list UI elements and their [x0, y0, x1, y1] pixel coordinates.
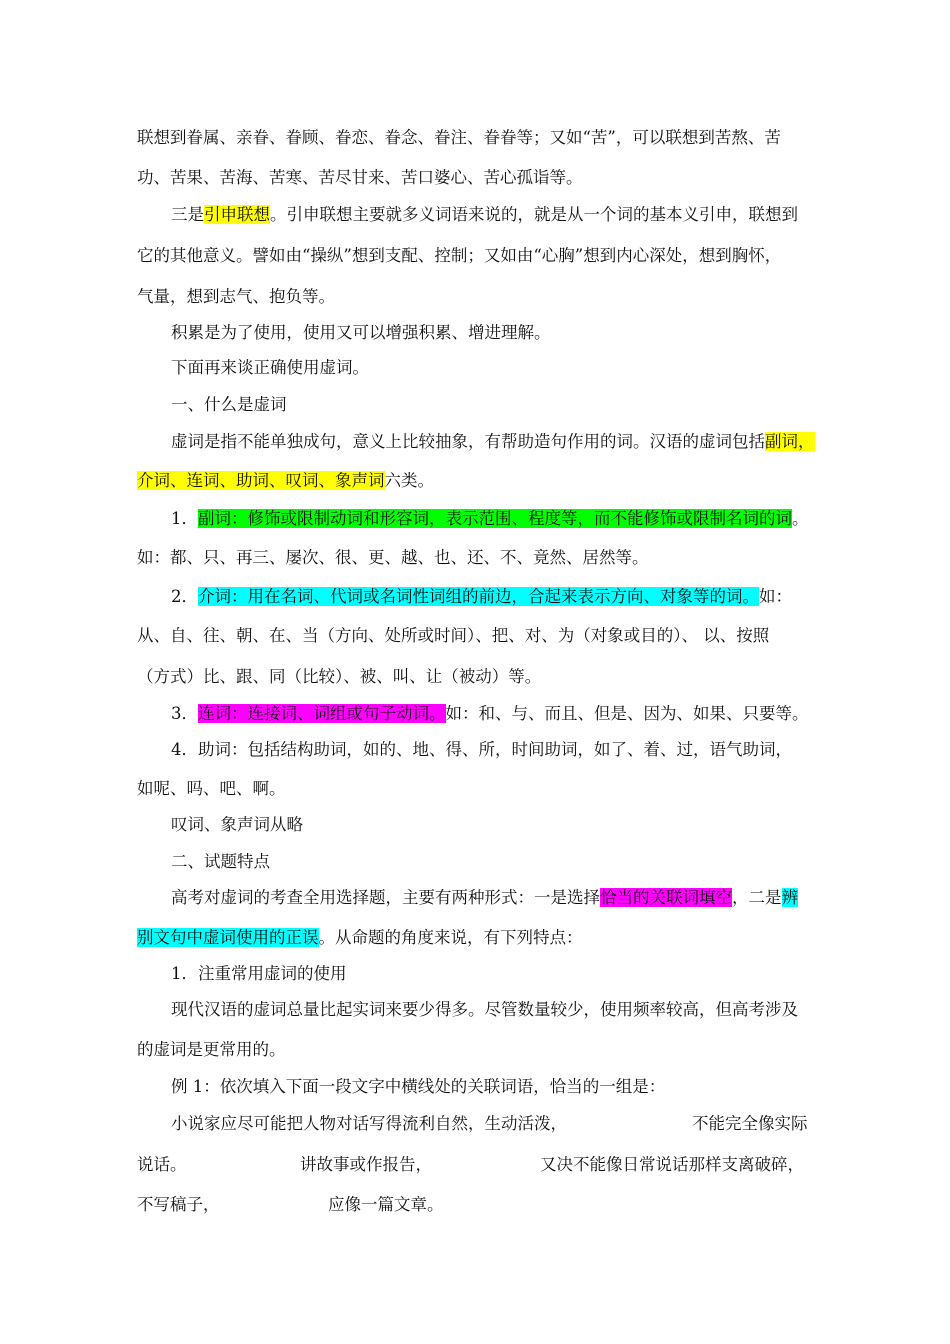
text: 小说家应尽可能把人物对话写得流利自然，生动活泼， [171, 1114, 567, 1133]
text: ，二是 [732, 888, 782, 907]
text: 例 1：依次填入下面一段文字中横线处的关联词语，恰当的一组是： [171, 1077, 666, 1096]
paragraph-line [137, 666, 541, 688]
paragraph-line [137, 245, 781, 267]
paragraph-line [137, 286, 335, 308]
text: 从、自、往、朝、在、当（方向、处所或时间）、把、对、为（对象或目的）、 以、按照 [137, 626, 770, 645]
text: 二、试题特点 [171, 852, 270, 871]
text: 不能完全像实际 [692, 1114, 808, 1133]
text: 3． [171, 704, 198, 723]
text: 它的其他意义。譬如由“操纵”想到支配、控制；又如由“心胸”想到内心深处，想到胸怀， [137, 246, 782, 265]
text: 。从命题的角度来说，有下列特点： [318, 928, 583, 947]
paragraph-line [137, 927, 583, 949]
highlighted-term: 介词、连词、助词、叹词、象声词 [137, 471, 385, 490]
paragraph-line [137, 778, 286, 800]
text: 讲故事或作报告， [300, 1155, 432, 1174]
text: 虚词是指不能单独成句，意义上比较抽象，有帮助造句作用的词。汉语的虚词包括 [171, 432, 765, 451]
list-item [171, 508, 809, 530]
highlighted-term: 副词， [765, 432, 815, 451]
highlighted-term: 别文句中虚词使用的正误 [137, 928, 319, 947]
highlighted-definition: 连词：连接词、词组或句子动词。 [198, 704, 446, 723]
paragraph-line-segment [540, 1154, 804, 1176]
paragraph-line-segment [328, 1194, 444, 1216]
section-heading [171, 851, 270, 873]
paragraph-line [171, 814, 303, 836]
text: 积累是为了使用，使用又可以增强积累、增进理解。 [171, 323, 551, 342]
paragraph-line [171, 999, 798, 1021]
section-heading [171, 394, 287, 416]
text: 高考对虚词的考查全用选择题，主要有两种形式：一是选择 [171, 888, 600, 907]
text: 功、苦果、苦海、苦寒、苦尽甘来、苦口婆心、苦心孤诣等。 [137, 168, 583, 187]
text: 叹词、象声词从略 [171, 815, 303, 834]
paragraph-line-segment [300, 1154, 432, 1176]
paragraph-line [137, 127, 781, 149]
paragraph-line-tail [692, 1113, 808, 1135]
text: 。引申联想主要就多义词语来说的，就是从一个词的基本义引申，联想到 [270, 205, 798, 224]
text: 如：和、与、而且、但是、因为、如果、只要等。 [445, 704, 809, 723]
text: 如呢、吗、吧、啊。 [137, 779, 286, 798]
list-item [171, 703, 809, 725]
paragraph-line [171, 1113, 567, 1135]
paragraph-line [137, 470, 434, 492]
text: （方式）比、跟、同（比较）、被、叫、让（被动）等。 [137, 667, 542, 686]
paragraph-line [137, 167, 583, 189]
paragraph-line [171, 322, 551, 344]
text: 六类。 [384, 471, 434, 490]
text: 如： [759, 587, 792, 606]
list-item [171, 739, 792, 761]
text: 。 [792, 509, 809, 528]
text: 说话。 [137, 1155, 187, 1174]
paragraph-line [171, 431, 815, 453]
paragraph-line [137, 1194, 220, 1216]
text: 应像一篇文章。 [328, 1195, 444, 1214]
highlighted-term: 引申联想 [204, 205, 270, 224]
highlighted-definition: 介词：用在名词、代词或名词性词组的前边，合起来表示方向、对象等的词。 [198, 587, 759, 606]
highlighted-definition: 副词：修饰或限制动词和形容词，表示范围、程度等，而不能修饰或限制名词的词 [198, 509, 792, 528]
paragraph-line [137, 1154, 187, 1176]
example-heading [171, 1076, 665, 1098]
text: 三是 [171, 205, 204, 224]
text: 气量，想到志气、抱负等。 [137, 287, 335, 306]
text: 1． [171, 509, 198, 528]
paragraph-line [137, 1039, 286, 1061]
text: 如：都、只、再三、屡次、很、更、越、也、还、不、竟然、居然等。 [137, 548, 649, 567]
text: 又决不能像日常说话那样支离破碎， [540, 1155, 804, 1174]
paragraph-line [171, 357, 369, 379]
text: 2． [171, 587, 198, 606]
subsection-heading [171, 963, 347, 985]
paragraph-line [137, 625, 769, 647]
paragraph-line [171, 204, 798, 226]
highlighted-term: 辨 [781, 888, 798, 907]
highlighted-term: 恰当的关联词填空 [600, 888, 732, 907]
text: 一、什么是虚词 [171, 395, 287, 414]
paragraph-line [171, 887, 798, 909]
text: 不写稿子， [137, 1195, 220, 1214]
text: 现代汉语的虚词总量比起实词来要少得多。尽管数量较少，使用频率较高，但高考涉及 [171, 1000, 798, 1019]
text: 的虚词是更常用的。 [137, 1040, 286, 1059]
text: 4．助词：包括结构助词，如的、地、得、所，时间助词，如了、着、过，语气助词， [171, 740, 792, 759]
text: 1．注重常用虚词的使用 [171, 964, 347, 983]
text: 联想到眷属、亲眷、眷顾、眷恋、眷念、眷注、眷眷等；又如“苦”，可以联想到苦熬、苦 [137, 128, 781, 147]
text: 下面再来谈正确使用虚词。 [171, 358, 369, 377]
list-item [171, 586, 792, 608]
paragraph-line [137, 547, 649, 569]
